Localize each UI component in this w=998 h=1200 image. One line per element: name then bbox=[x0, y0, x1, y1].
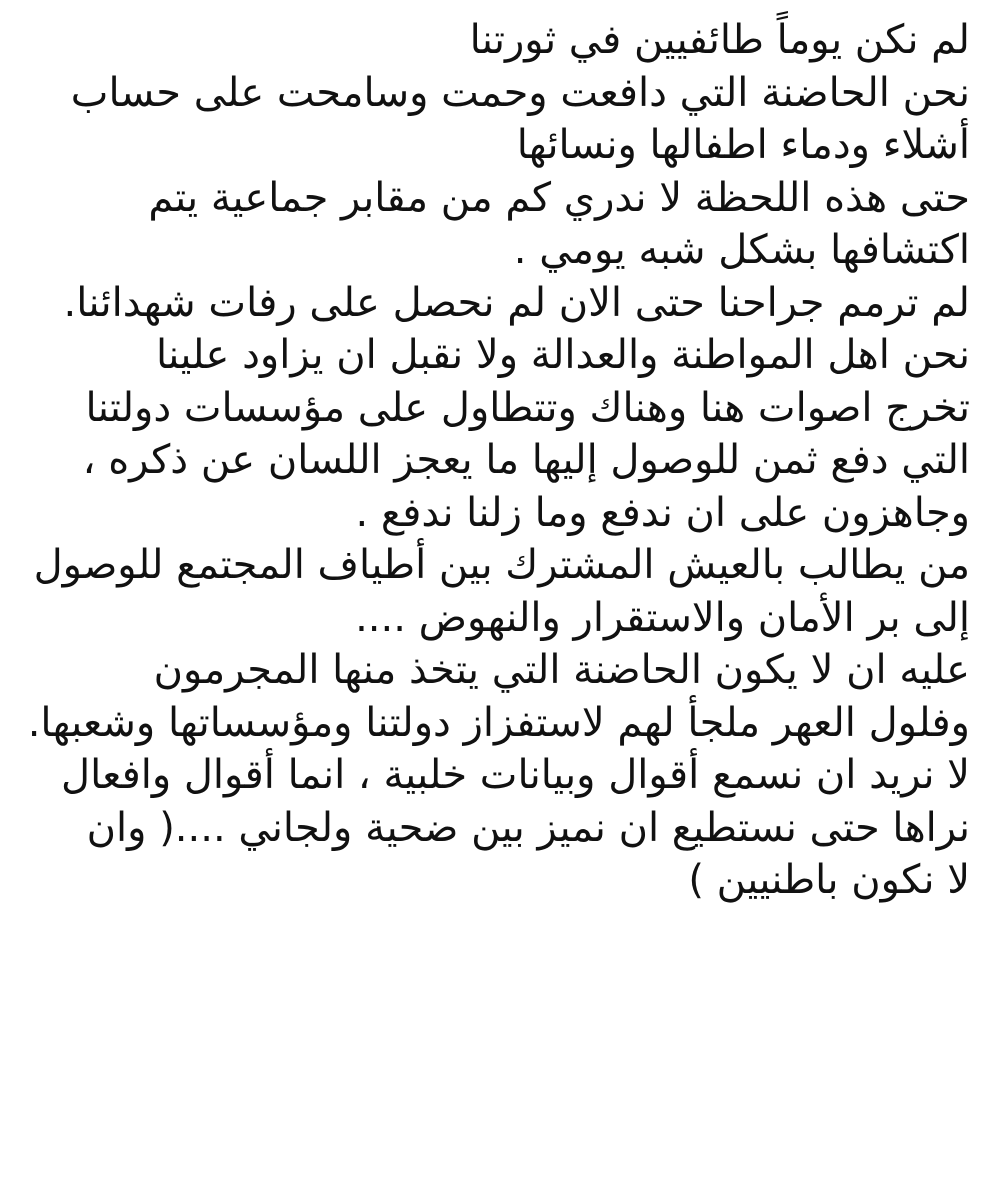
text-line-6: لم ترمم جراحنا حتى الان لم نحصل على رفات شهدائنا. bbox=[63, 279, 970, 326]
text-line-13: عليه ان لا يكون الحاضنة التي يتخذ منها المجرمون bbox=[153, 647, 970, 693]
text-line-16: نراها حتى نستطيع ان نميز بين ضحية ولجاني ....( وان bbox=[86, 804, 970, 851]
text-line-10: وجاهزون على ان ندفع وما زلنا ندفع . bbox=[355, 489, 970, 536]
text-line-17: لا نكون باطنيين ) bbox=[688, 857, 970, 903]
text-line-5: اكتشافها بشكل شبه يومي . bbox=[513, 227, 970, 273]
text-line-8: تخرج اصوات هنا وهناك وتتطاول على مؤسسات دولتنا bbox=[85, 384, 970, 431]
text-line-1: لم نكن يوماً طائفيين في ثورتنا bbox=[469, 17, 970, 63]
text-line-7: نحن اهل المواطنة والعدالة ولا نقبل ان يزاود علينا bbox=[155, 332, 970, 378]
text-line-4: حتى هذه اللحظة لا ندري كم من مقابر جماعية يتم bbox=[148, 174, 970, 221]
text-line-11: من يطالب بالعيش المشترك بين أطياف المجتمع للوصول bbox=[33, 542, 970, 588]
text-line-3: أشلاء ودماء اطفالها ونسائها bbox=[516, 122, 970, 168]
text-line-12: إلى بر الأمان والاستقرار والنهوض .... bbox=[355, 594, 970, 641]
text-line-9: التي دفع ثمن للوصول إليها ما يعجز اللسان عن ذكره ، bbox=[82, 437, 970, 483]
text-line-14: وفلول العهر ملجأ لهم لاستفزاز دولتنا ومؤسساتها وشعبها. bbox=[27, 699, 970, 746]
text-line-15: لا نريد ان نسمع أقوال وبيانات خلبية ، انما أقوال وافعال bbox=[61, 752, 970, 798]
text-line-2: نحن الحاضنة التي دافعت وحمت وسامحت على حساب bbox=[70, 69, 970, 116]
